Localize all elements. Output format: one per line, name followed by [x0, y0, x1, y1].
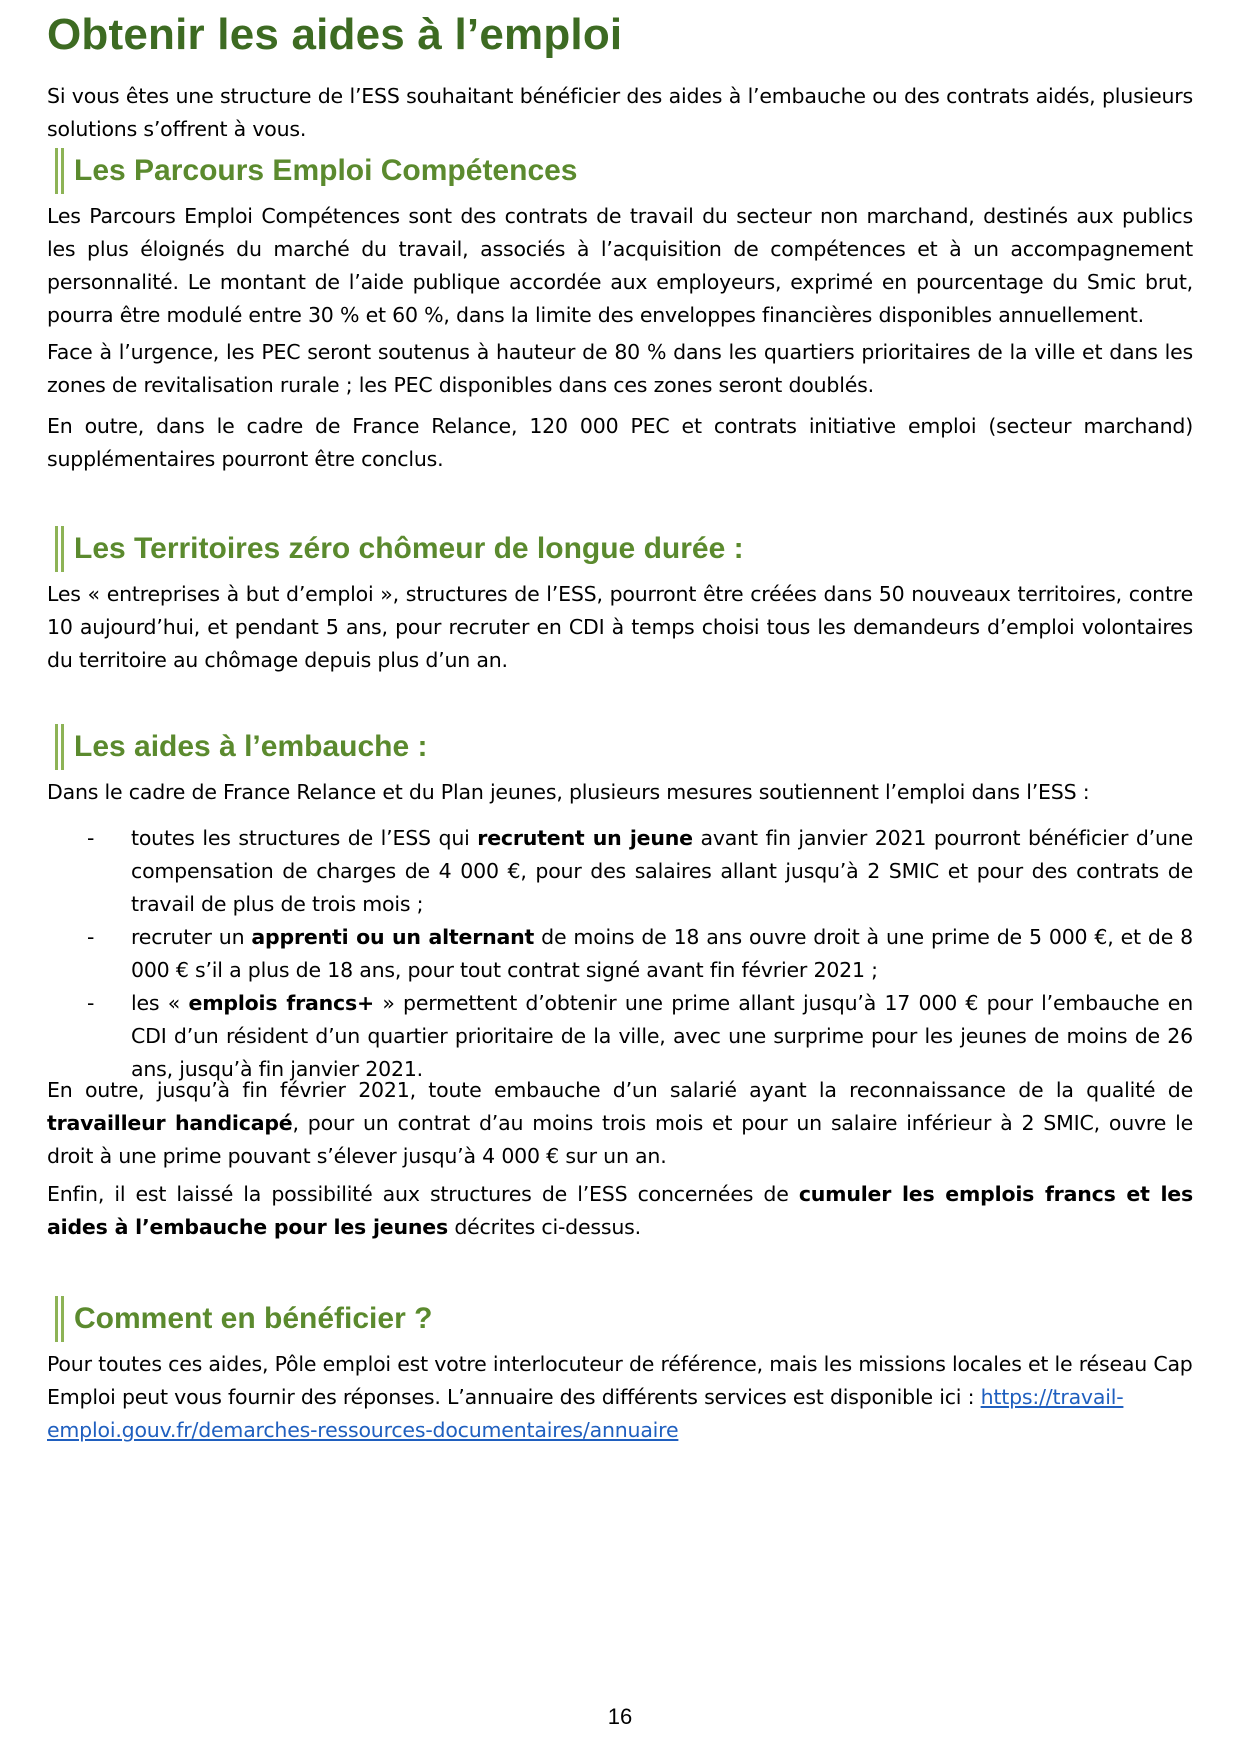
- section-heading-beneficier: [55, 1296, 432, 1342]
- tzc-paragraph-1: Les « entreprises à but d’emploi », structures de l’ESS, pourront être créées dans 50 nouveaux territoires, contre 10 aujourd’hui, et pendant 5 ans, pour recruter en CDI à temps choisi tous les demandeurs d’emploi volontaires du territoire au chômage depuis plus d’un an.: [47, 582, 1193, 672]
- list-item: - toutes les structures de l’ESS qui recrutent un jeune avant fin janvier 2021 pourront bénéficier d’une compensation de charges de 4 000 €, pour des salaires allant jusqu’à 2 SMIC et pour des contrats de travail de plus de trois mois ;: [47, 822, 1193, 921]
- annuaire-link[interactable]: https://travail-emploi.gouv.fr/demarches-ressources-documentaires/annuaire: [47, 1385, 1124, 1442]
- section-heading-pec: [55, 148, 578, 194]
- heading-bar-icon: [55, 148, 64, 194]
- embauche-intro: Dans le cadre de France Relance et du Plan jeunes, plusieurs mesures soutiennent l’emploi dans l’ESS :: [47, 780, 1090, 804]
- pec-paragraph-2: Face à l’urgence, les PEC seront soutenus à hauteur de 80 % dans les quartiers prioritaires de la ville et dans les zones de revitalisation rurale ; les PEC disponibles dans ces zones seront doublés.: [47, 340, 1193, 397]
- dash-bullet-icon: -: [87, 991, 95, 1015]
- section-heading-pec-text: Les Parcours Emploi Compétences: [74, 154, 578, 187]
- section-heading-tzc-text: Les Territoires zéro chômeur de longue durée :: [74, 532, 744, 565]
- dash-bullet-icon: -: [87, 826, 95, 850]
- embauche-paragraph-3: Enfin, il est laissé la possibilité aux structures de l’ESS concernées de cumuler les emplois francs et les aides à l’embauche pour les jeunes décrites ci-dessus.: [47, 1182, 1193, 1239]
- embauche-paragraph-2: En outre, jusqu’à fin février 2021, toute embauche d’un salarié ayant la reconnaissance de la qualité de travailleur handicapé, pour un contrat d’au moins trois mois et pour un salaire inférieur à 2 SMIC, ouvre le droit à une prime pouvant s’élever jusqu’à 4 000 € sur un an.: [47, 1078, 1193, 1168]
- dash-bullet-icon: -: [87, 925, 95, 949]
- heading-bar-icon: [55, 526, 64, 572]
- page-title: Obtenir les aides à l’emploi: [47, 10, 623, 59]
- section-heading-beneficier-text: Comment en bénéficier ?: [74, 1302, 433, 1335]
- intro-paragraph: Si vous êtes une structure de l’ESS souhaitant bénéficier des aides à l’embauche ou des contrats aidés, plusieurs solutions s’offrent à vous.: [47, 84, 1193, 141]
- pec-paragraph-3: En outre, dans le cadre de France Relance, 120 000 PEC et contrats initiative emploi (secteur marchand) supplémentaires pourront être conclus.: [47, 414, 1193, 471]
- page-number: 16: [607, 1704, 633, 1729]
- list-item: - recruter un apprenti ou un alternant de moins de 18 ans ouvre droit à une prime de 5 000 €, et de 8 000 € s’il a plus de 18 ans, pour tout contrat signé avant fin février 2021 ;: [47, 921, 1193, 987]
- list-item: - les « emplois francs+ » permettent d’obtenir une prime allant jusqu’à 17 000 € pour l’embauche en CDI d’un résident d’un quartier prioritaire de la ville, avec une surprime pour les jeunes de moins de 26 ans, jusqu’à fin janvier 2021.: [47, 987, 1193, 1086]
- heading-bar-icon: [55, 1296, 64, 1342]
- beneficier-paragraph-1: Pour toutes ces aides, Pôle emploi est votre interlocuteur de référence, mais les missions locales et le réseau Cap Emploi peut vous fournir des réponses. L’annuaire des différents services est disponible ici : https://travail-emploi.gouv.fr/demarches-ressources-documentaires/annuaire: [47, 1352, 1193, 1442]
- heading-bar-icon: [55, 724, 64, 770]
- section-heading-tzc: [55, 526, 744, 572]
- embauche-bullet-list: [47, 822, 1193, 1086]
- section-heading-embauche-text: Les aides à l’embauche :: [74, 730, 428, 763]
- section-heading-embauche: [55, 724, 427, 770]
- pec-paragraph-1: Les Parcours Emploi Compétences sont des contrats de travail du secteur non marchand, destinés aux publics les plus éloignés du marché du travail, associés à l’acquisition de compétences et à un accompagnement personnalité. Le montant de l’aide publique accordée aux employeurs, exprimé en pourcentage du Smic brut, pourra être modulé entre 30 % et 60 %, dans la limite des enveloppes financières disponibles annuellement.: [47, 204, 1193, 327]
